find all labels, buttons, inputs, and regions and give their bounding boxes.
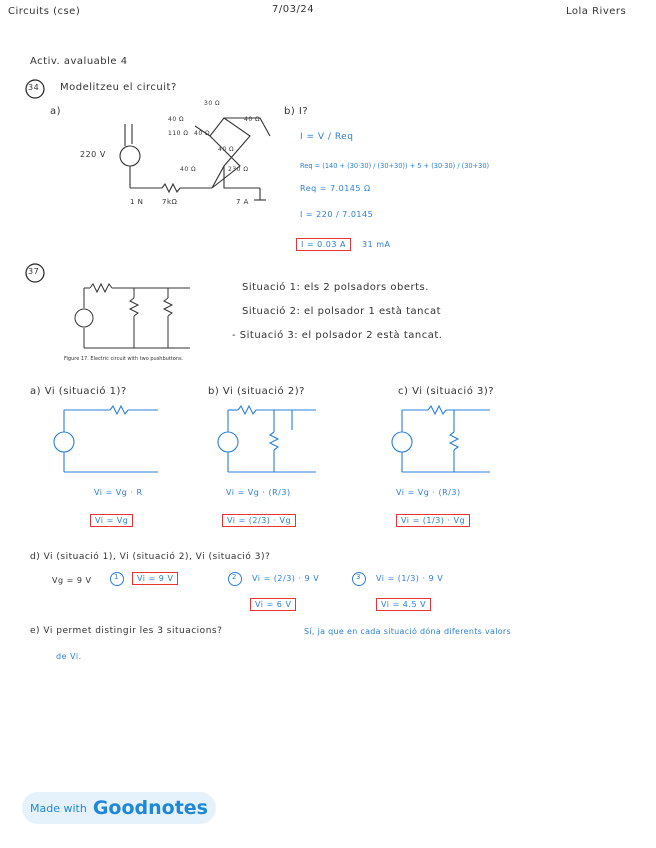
badge-brand-text: Goodnotes	[92, 797, 208, 819]
item-1-label: 1	[114, 573, 119, 581]
eq-current: I = V / Req	[300, 132, 354, 142]
problem-34-label: 34	[28, 83, 40, 92]
part-d-vg: Vg = 9 V	[52, 576, 92, 585]
r-left1-label: 40 Ω	[168, 116, 185, 123]
answer-current-ma: 31 mA	[362, 240, 391, 249]
r-bottom-right-label: 230 Ω	[228, 166, 249, 173]
part-d-answer-1: Vi = 9 V	[132, 572, 178, 585]
part-b-answer: Vi = (2/3) · Vg	[222, 514, 296, 527]
problem-37-label: 37	[28, 267, 40, 276]
r-center-label: 40 Ω	[218, 146, 235, 153]
part-a-eq: Vi = Vg · R	[94, 488, 143, 497]
part-a-label: a)	[50, 106, 62, 117]
circuit-a	[40, 400, 170, 480]
node1-label: 1 N	[130, 198, 144, 206]
part-b-eq: Vi = Vg · (R/3)	[226, 488, 291, 497]
r-right1-label: 40 Ω	[244, 116, 261, 123]
r-bottom-left-label: 40 Ω	[180, 166, 197, 173]
r-mid-label: 40 Ω	[194, 130, 211, 137]
item-2-label: 2	[232, 573, 237, 581]
part-c-answer: Vi = (1/3) · Vg	[396, 514, 470, 527]
answer-current: I = 0.03 A	[296, 238, 351, 251]
eq-req: Req = (140 + (30·30) / (30+30)) + 5 + (30·30) / (30+30)	[300, 162, 490, 170]
part-c-eq: Vi = Vg · (R/3)	[396, 488, 461, 497]
part-a-title: a) Vi (situació 1)?	[30, 386, 127, 397]
part-e-answer-line1: Sí, ja que en cada situació dóna diferents valors	[304, 627, 511, 636]
part-d-answer-3: Vi = 4.5 V	[376, 598, 431, 611]
part-e-answer-line2: de Vi.	[56, 652, 82, 661]
eq-req-value: Req = 7.0145 Ω	[300, 184, 371, 193]
part-d-answer-2: Vi = 6 V	[250, 598, 296, 611]
circuit-34-diagram	[100, 96, 280, 216]
problem-34-heading: Modelitzeu el circuit?	[60, 82, 177, 93]
header-date: 7/03/24	[272, 4, 315, 15]
situation-1: Situació 1: els 2 polsadors oberts.	[242, 282, 429, 293]
part-e-question: e) Vi permet distingir les 3 situacions?	[30, 626, 223, 636]
r-top-label: 30 Ω	[204, 100, 221, 107]
figure-caption: Figure 17. Electric circuit with two pushbuttons.	[64, 356, 184, 362]
page-title: Activ. avaluable 4	[30, 56, 128, 67]
part-c-title: c) Vi (situació 3)?	[398, 386, 495, 397]
part-d-eq-3: Vi = (1/3) · 9 V	[376, 574, 444, 583]
situation-2: Situació 2: el polsador 1 està tancat	[242, 306, 442, 317]
part-d-question: d) Vi (situació 1), Vi (situació 2), Vi (situació 3)?	[30, 552, 271, 562]
part-d-eq-2: Vi = (2/3) · 9 V	[252, 574, 320, 583]
situation-3: - Situació 3: el polsador 2 està tancat.	[232, 330, 443, 341]
part-b-title: b) Vi (situació 2)?	[208, 386, 305, 397]
circuit-b	[214, 400, 344, 480]
circuit-37-diagram	[62, 272, 218, 364]
part-a-answer: Vi = Vg	[90, 514, 133, 527]
source-voltage: 220 V	[80, 150, 106, 159]
circuit-c	[388, 400, 518, 480]
header-author: Lola Rivers	[566, 6, 627, 17]
badge-small-text: Made with	[30, 801, 87, 815]
part-b-label: b) I?	[284, 106, 309, 117]
node3-label: 7 A	[236, 198, 249, 206]
r-left2-label: 110 Ω	[168, 130, 189, 137]
header-left: Circuits (cse)	[8, 6, 81, 17]
node2-label: 7kΩ	[162, 198, 178, 206]
made-with-goodnotes-badge[interactable]	[22, 792, 216, 824]
item-3-label: 3	[356, 573, 361, 581]
eq-current-sub: I = 220 / 7.0145	[300, 210, 374, 219]
